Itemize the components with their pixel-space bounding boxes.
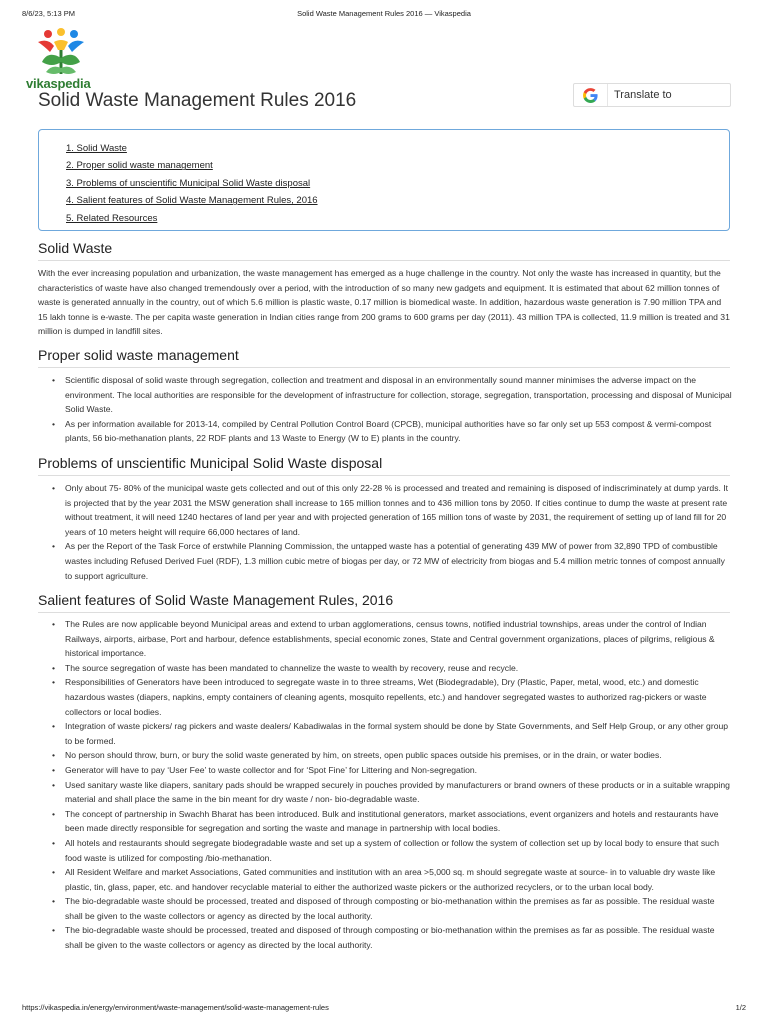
list-item: • The Rules are now applicable beyond Municipal areas and extend to urban agglomerations, census towns, notified industrial townships, areas under the control of Indian Railways, airports, airbase, Port and harbour, defence establishments, special economic zones, State and Central government organizations, places of pilgrims, religious & historical importance. bbox=[65, 617, 733, 661]
list-item: • Generator will have to pay ‘User Fee’ to waste collector and for ‘Spot Fine’ for Littering and Non-segregation. bbox=[65, 763, 733, 778]
toc-item-problems bbox=[66, 175, 318, 192]
list-item: • The bio-degradable waste should be processed, treated and disposed of through composting or bio-methanation within the premises as far as possible. The residual waste shall be given to the waste collectors or agency as directed by the local authority. bbox=[65, 923, 733, 952]
salient-features-list bbox=[38, 617, 733, 953]
list-item: • Scientific disposal of solid waste through segregation, collection and treatment and disposal in an environmentally sound manner minimises the adverse impact on the environment. The local authorities are responsible for the development of infrastructure for collection, storage, segregation, transportation, processing and disposal of Municipal Solid Waste. bbox=[65, 373, 733, 417]
print-page-number: 1/2 bbox=[735, 1003, 746, 1012]
proper-management-list bbox=[38, 373, 733, 446]
print-url: https://vikaspedia.in/energy/environment/waste-management/solid-waste-management-rules bbox=[22, 1003, 329, 1012]
toc-link-related-resources[interactable]: 5. Related Resources bbox=[66, 212, 158, 224]
list-item: • Responsibilities of Generators have been introduced to segregate waste in to three streams, Wet (Biodegradable), Dry (Plastic, Paper, metal, wood, etc.) and domestic hazardous wastes (diapers, napkins, empty containers of cleaning agents, mosquito repellents, etc.) and handover segregated wastes to authorized rag-pickers or waste collectors or local bodies. bbox=[65, 675, 733, 719]
google-icon bbox=[582, 87, 599, 104]
print-footer bbox=[22, 1003, 746, 1015]
list-item: • The concept of partnership in Swachh Bharat has been introduced. Bulk and institutional generators, market associations, event organizers and hotels and restaurants have been made directly responsible for segregation and sorting the waste and manage in partnership with local bodies. bbox=[65, 807, 733, 836]
section-divider bbox=[38, 612, 730, 613]
toc-item-solid-waste bbox=[66, 140, 318, 157]
toc-item-related-resources bbox=[66, 210, 318, 227]
translate-label: Translate to bbox=[614, 89, 672, 101]
problems-list bbox=[38, 481, 733, 583]
list-item: • Integration of waste pickers/ rag pickers and waste dealers/ Kabadiwalas in the formal system should be done by State Governments, and Self Help Group, or any other group to be formed. bbox=[65, 719, 733, 748]
toc-item-salient-features bbox=[66, 192, 318, 209]
logo-text: vikaspedia bbox=[26, 76, 91, 91]
logo-figures-icon bbox=[24, 28, 98, 78]
print-date: 8/6/23, 5:13 PM bbox=[22, 9, 75, 18]
vikaspedia-logo[interactable] bbox=[24, 28, 98, 94]
toc-link-problems[interactable]: 3. Problems of unscientific Municipal Solid Waste disposal bbox=[66, 177, 311, 189]
translate-widget[interactable] bbox=[573, 83, 731, 107]
toc-link-solid-waste[interactable]: 1. Solid Waste bbox=[66, 143, 127, 154]
list-item: • The bio-degradable waste should be processed, treated and disposed of through composting or bio-methanation within the premises as far as possible. The residual waste shall be given to the waste collectors or agency as directed by the local authority. bbox=[65, 894, 733, 923]
list-item: • All hotels and restaurants should segregate biodegradable waste and set up a system of collection or follow the system of collection set up by local body to ensure that such food waste is utilized for composting /bio-methanation. bbox=[65, 836, 733, 865]
list-item: • The source segregation of waste has been mandated to channelize the waste to wealth by recovery, reuse and recycle. bbox=[65, 661, 733, 676]
list-item: • As per information available for 2013-14, compiled by Central Pollution Control Board (CPCB), municipal authorities have so far only set up 553 compost & vermi-compost plants, 56 bio-methanation plants, 22 RDF plants and 13 Waste to Energy (W to E) plants in the country. bbox=[65, 417, 733, 446]
toc-link-proper-management[interactable]: 2. Proper solid waste management bbox=[66, 160, 213, 172]
section-title-problems: Problems of unscientific Municipal Solid Waste disposal bbox=[38, 455, 383, 471]
section-divider bbox=[38, 367, 730, 368]
print-header bbox=[22, 9, 746, 21]
section-title-salient-features: Salient features of Solid Waste Management Rules, 2016 bbox=[38, 592, 394, 608]
toc-link-salient-features[interactable]: 4. Salient features of Solid Waste Management Rules, 2016 bbox=[66, 195, 318, 207]
list-item: • Only about 75- 80% of the municipal waste gets collected and out of this only 22-28 % is processed and treated and remaining is disposed of indiscriminately at dump yards. It is projected that by the year 2031 the MSW generation shall increase to 165 million tonnes and to 436 million tons by 2050. If cities continue to dump the waste at present rate without treatment, it will need 1240 hectares of land per year and with projected generation of 165 million tons of waste by 2031, the requirement of setting up of land fill for 20 years of 10 meters height will require 66,000 hectares of land. bbox=[65, 481, 733, 539]
translate-divider bbox=[607, 84, 608, 106]
list-item: • As per the Report of the Task Force of erstwhile Planning Commission, the untapped waste has a potential of generating 439 MW of power from 32,890 TPD of combustible wastes including Refused Derived Fuel (RDF), 1.3 million cubic metre of biogas per day, or 72 MW of electricity from biogas and 5.4 million metric tonnes of compost annually to support agriculture. bbox=[65, 539, 733, 583]
section-title-solid-waste: Solid Waste bbox=[38, 240, 113, 256]
toc-item-proper-management bbox=[66, 157, 318, 174]
list-item: • No person should throw, burn, or bury the solid waste generated by him, on streets, open public spaces outside his premises, or in the drain, or water bodies. bbox=[65, 748, 733, 763]
print-title: Solid Waste Management Rules 2016 — Vikaspedia bbox=[297, 9, 471, 18]
list-item: • All Resident Welfare and market Associations, Gated communities and institution with an area >5,000 sq. m should segregate waste at source- in to valuable dry waste like plastic, tin, glass, paper, etc. and handover recyclable material to either the authorized waste pickers or the authorized recyclers, or to the urban local body. bbox=[65, 865, 733, 894]
section-title-proper-management: Proper solid waste management bbox=[38, 347, 239, 363]
list-item: • Used sanitary waste like diapers, sanitary pads should be wrapped securely in pouches provided by manufacturers or brand owners of these products or in a suitable wrapping material and shall place the same in the bin meant for dry waste / non- bio-degradable waste. bbox=[65, 778, 733, 807]
solid-waste-paragraph: With the ever increasing population and urbanization, the waste management has emerged as a huge challenge in the country. Not only the waste has increased in quantity, but the characteristics of waste have also changed tremendously over a period, with the introduction of so many new gadgets and equipment. It is estimated that about 62 million tonnes of waste is generated annually in the country, out of which 5.6 million is plastic waste, 0.17 million is biomedical waste. In addition, hazardous waste generation is 7.90 million TPA and 15 lakh tonne is e-waste. The per capita waste generation in Indian cities range from 200 grams to 600 grams per day (2011). 43 million TPA is collected, 11.9 million is treated and 31 million is dumped in landfill sites. bbox=[38, 268, 730, 337]
section-divider bbox=[38, 475, 730, 476]
table-of-contents bbox=[38, 129, 730, 231]
section-divider bbox=[38, 260, 730, 261]
page-title: Solid Waste Management Rules 2016 bbox=[38, 90, 357, 111]
